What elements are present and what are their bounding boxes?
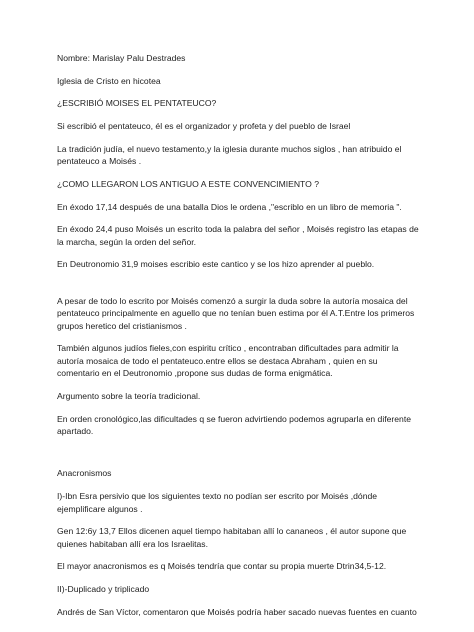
paragraph: A pesar de todo lo escrito por Moisés comenzó a surgir la duda sobre la autoría mosaica del pentateuco principalmente en aguello que no tenían buen estima por él A.T.Entre los primeros grupos heretico del cristianismos . [57, 295, 415, 331]
section-heading-duplicates: II)-Duplicado y triplicado [57, 584, 150, 595]
paragraph: También algunos judíos fieles,con espiritu crítico , encontraban dificultades para admitir la autoría mosaica de todo el pentateuco.entre ellos se destaca Abraham , quien en su comentario en el Deutronomio ,propone sus dudas de forma enigmática. [57, 343, 399, 379]
church-line: Iglesia de Cristo en hicotea [57, 75, 161, 86]
heading-question-1: ¿ESCRIBIÓ MOISES EL PENTATEUCO? [57, 98, 217, 109]
paragraph: La tradición judía, el nuevo testamento,y la iglesia durante muchos siglos , han atribuido el pentateuco a Moisés . [57, 143, 402, 167]
paragraph: En éxodo 24,4 puso Moisés un escrito toda la palabra del señor , Moisés registro las etapas de la marcha, según la orden del señor. [57, 224, 419, 247]
section-heading-anachronisms: Anacronismos [57, 468, 112, 479]
heading-question-2: ¿COMO LLEGARON LOS ANTIGUO A ESTE CONVENCIMIENTO ? [57, 178, 320, 189]
document-body [57, 52, 422, 628]
paragraph: Si escribió el pentateuco, él es el organizador y profeta y del pueblo de Israel [57, 121, 351, 132]
author-name-line: Nombre: Marislay Palu Destrades [57, 53, 186, 63]
paragraph: I)-Ibn Esra persivio que los siguientes texto no podían ser escrito por Moisés ,dónde ejemplificare algunos . [57, 491, 378, 514]
paragraph: En éxodo 17,14 después de una batalla Dios le ordena ,"escriblo en un libro de memoria ". [57, 201, 402, 212]
paragraph: En orden cronológico,las dificultades q se fueron advirtiendo podemos agruparla en diferente apartado. [57, 413, 412, 436]
paragraph: En Deutronomio 31,9 moises escribio este cantico y se los hizo aprender al pueblo. [57, 259, 375, 270]
paragraph: Gen 12:6y 13,7 Ellos dicenen aquel tiempo habitaban allí lo cananeos , él autor supone que quienes habitaban allí era los Israelitas. [57, 526, 407, 549]
paragraph: El mayor anacronismos es q Moisés tendría que contar su propia muerte Dtrin34,5-12. [57, 561, 387, 572]
section-heading-argument: Argumento sobre la teoría tradicional. [57, 390, 201, 401]
paragraph: Andrés de San Víctor, comentaron que Moisés podría haber sacado nuevas fuentes en cuanto [57, 606, 417, 617]
